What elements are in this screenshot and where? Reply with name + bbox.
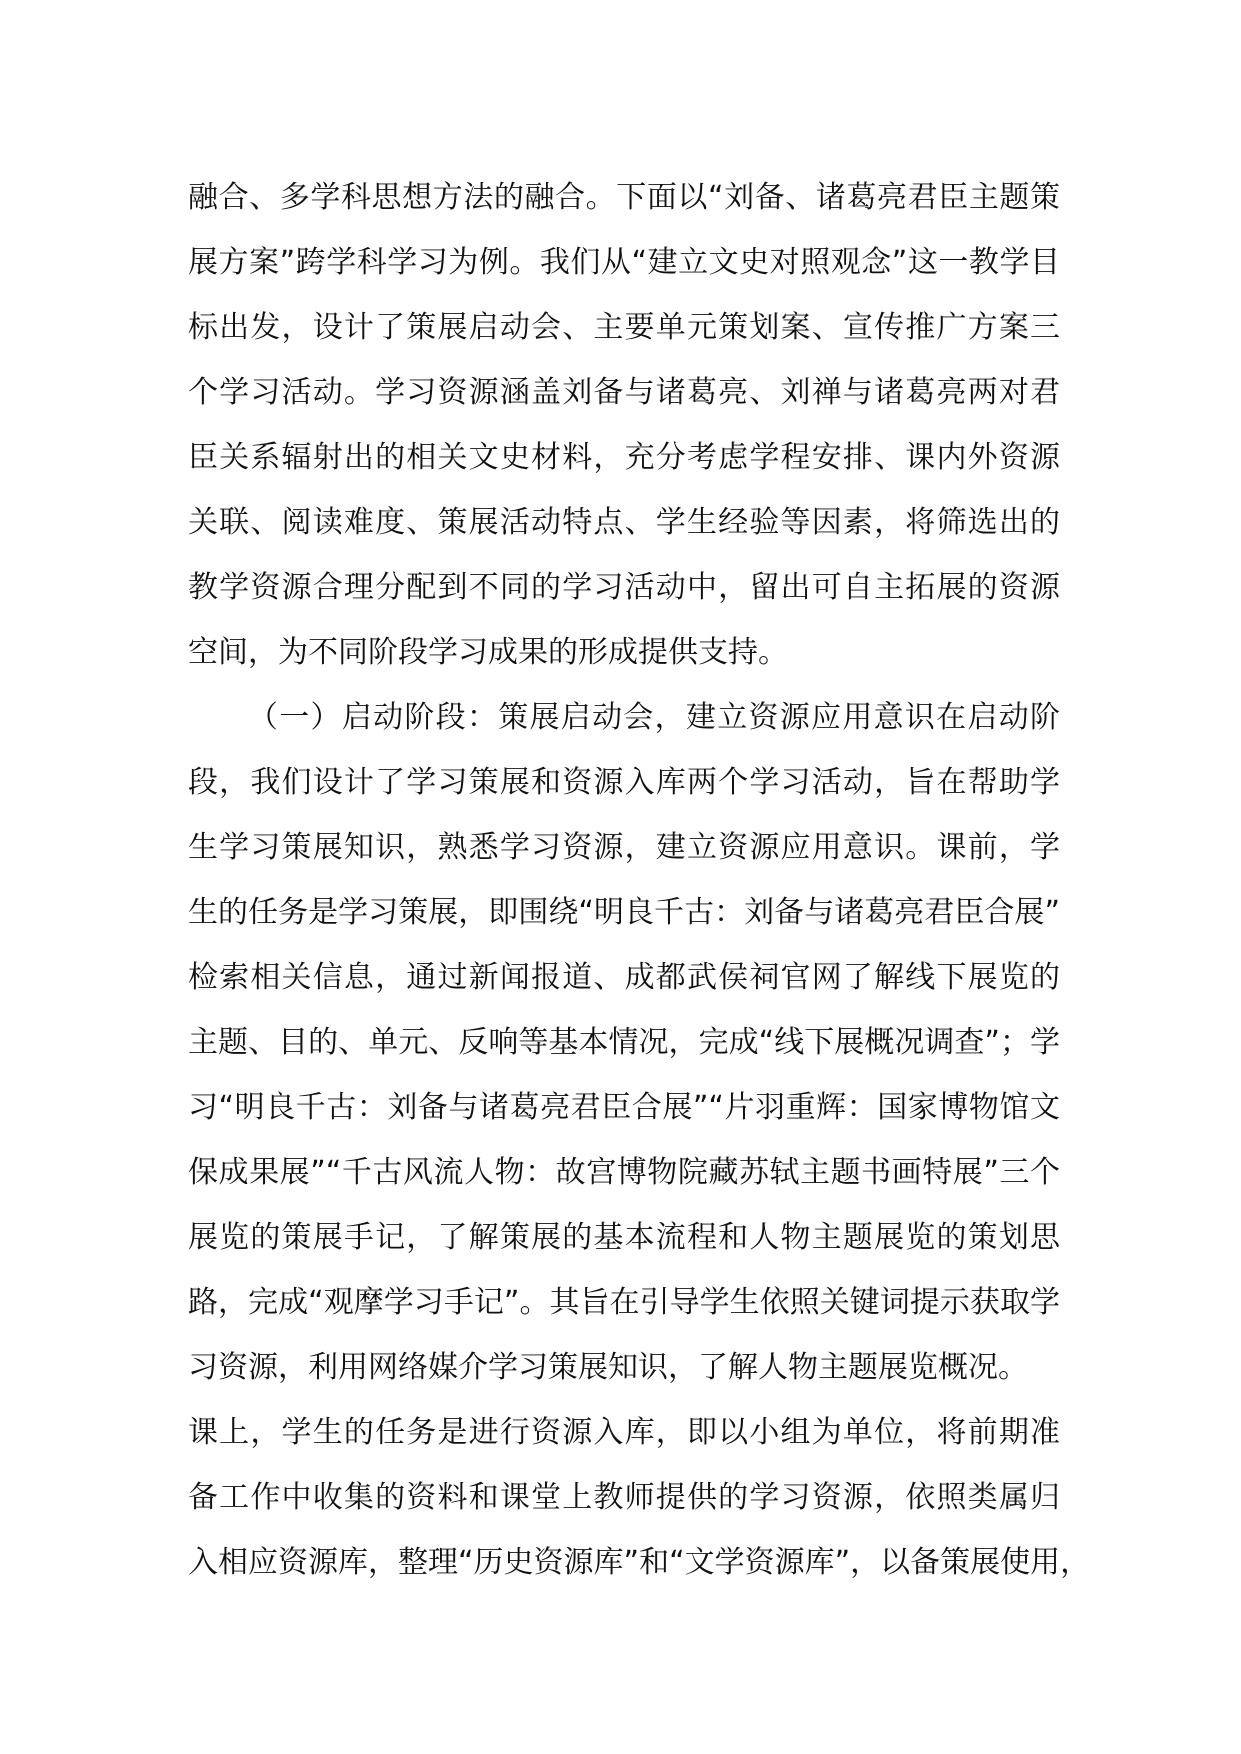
text-line: 臣关系辐射出的相关文史材料，充分考虑学程安排、课内外资源 (188, 440, 1060, 475)
text-line: 生学习策展知识，熟悉学习资源，建立资源应用意识。课前，学 (188, 830, 1060, 865)
text-line: 展览的策展手记，了解策展的基本流程和人物主题展览的策划思 (188, 1220, 1060, 1255)
section-heading-line: （一）启动阶段：策展启动会，建立资源应用意识在启动阶 (248, 700, 1060, 735)
text-line: 关联、阅读难度、策展活动特点、学生经验等因素，将筛选出的 (188, 505, 1060, 540)
text-line: 空间，为不同阶段学习成果的形成提供支持。 (188, 635, 788, 670)
text-line: 标出发，设计了策展启动会、主要单元策划案、宣传推广方案三 (188, 310, 1060, 345)
text-line: 习资源，利用网络媒介学习策展知识，了解人物主题展览概况。 (188, 1350, 1028, 1385)
text-line: 生的任务是学习策展，即围绕“明良千古：刘备与诸葛亮君臣合展” (188, 895, 1060, 930)
text-line: 检索相关信息，通过新闻报道、成都武侯祠官网了解线下展览的 (188, 960, 1060, 995)
text-line: 段，我们设计了学习策展和资源入库两个学习活动，旨在帮助学 (188, 765, 1060, 800)
text-line: 入相应资源库，整理“历史资源库”和“文学资源库”，以备策展使用， (188, 1545, 1091, 1580)
text-line: 备工作中收集的资料和课堂上教师提供的学习资源，依照类属归 (188, 1480, 1060, 1515)
text-line: 习“明良千古：刘备与诸葛亮君臣合展”“片羽重辉：国家博物馆文 (188, 1090, 1060, 1125)
text-line: 保成果展”“千古风流人物：故宫博物院藏苏轼主题书画特展”三个 (188, 1155, 1060, 1190)
text-line: 课上，学生的任务是进行资源入库，即以小组为单位，将前期准 (188, 1415, 1060, 1450)
text-line: 个学习活动。学习资源涵盖刘备与诸葛亮、刘禅与诸葛亮两对君 (188, 375, 1060, 410)
body-text (188, 165, 1091, 1595)
text-line: 路，完成“观摩学习手记”。其旨在引导学生依照关键词提示获取学 (188, 1285, 1060, 1320)
text-line: 展方案”跨学科学习为例。我们从“建立文史对照观念”这一教学目 (188, 245, 1060, 280)
text-line: 融合、多学科思想方法的融合。下面以“刘备、诸葛亮君臣主题策 (188, 180, 1060, 215)
text-line: 主题、目的、单元、反响等基本情况，完成“线下展概况调查”；学 (188, 1025, 1060, 1060)
text-line: 教学资源合理分配到不同的学习活动中，留出可自主拓展的资源 (188, 570, 1060, 605)
